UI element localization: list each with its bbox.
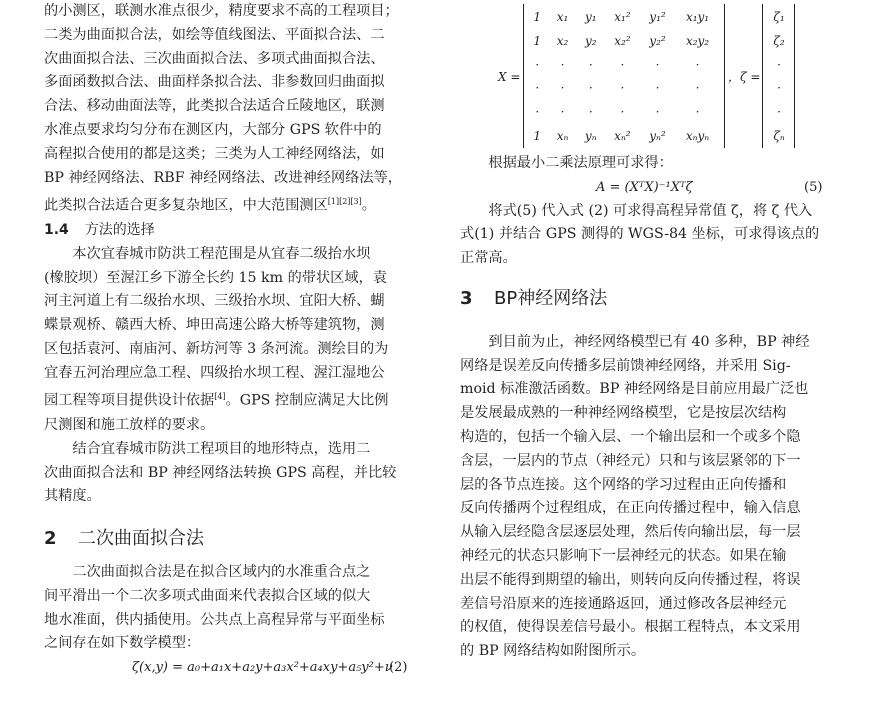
vector-row: [766, 125, 792, 149]
matrix-cell: x₂y₂: [685, 33, 710, 48]
section-heading: [460, 287, 840, 311]
text-line: 之间存在如下数学模型：: [44, 635, 201, 652]
matrix-cell: ·: [560, 57, 565, 72]
intro-paragraph: [44, 0, 424, 219]
text-line: 根据最小二乘法原理可求得：: [488, 155, 673, 171]
matrix-cell: y₂²: [649, 33, 666, 48]
matrix-cell: 1: [533, 10, 542, 24]
text-line: (橡胶坝）至渥江乡下游全长约 15 km 的带状区域，袁: [44, 269, 387, 286]
paragraph-scope: [44, 243, 424, 267]
matrix-cell: x₂: [556, 33, 569, 48]
text-line: 的权值，使得误差信号最小。根据工程特点，本文采用: [460, 619, 801, 636]
text-line: 到目前为止，神经网络模型已有 40 多种，BP 神经: [488, 333, 810, 350]
formula-5: [460, 176, 840, 200]
text-line: 含层，一层内的节点（神经元）只和与该层紧邻的下一: [460, 452, 801, 469]
matrix-cell: ·: [655, 81, 660, 96]
text-line: 多面函数拟合法、曲面样条拟合法、非参数回归曲面拟: [44, 74, 385, 91]
text-fragment: 园工程等项目提供设计依据: [44, 393, 215, 410]
text-line: 出层不能得到期望的输出，则转向反向传播过程，将误: [460, 571, 801, 588]
matrix-x-label: X =: [498, 70, 521, 84]
matrix-cell: ·: [588, 105, 593, 120]
matrix-cell: yₙ²: [649, 128, 666, 143]
paragraph-scope-cont: [44, 267, 424, 438]
text-line: 正常高。: [460, 250, 517, 267]
left-column: [44, 0, 424, 680]
matrix-cell: ·: [655, 57, 660, 72]
text-line: BP 神经网络法、RBF 神经网络法、改进神经网络法等，: [44, 169, 402, 186]
text-line: 二次曲面拟合法是在拟合区域内的水准重合点之: [72, 564, 371, 580]
formula-2: [44, 656, 424, 680]
vector-cell: ·: [777, 105, 781, 120]
citation-ref: [4]: [214, 392, 226, 402]
matrix-cell: ·: [535, 81, 540, 96]
text-line: 神经元的状态只影响下一层神经元的状态。如果在输: [460, 547, 787, 564]
text-line: 本次宜春城市防洪工程范围是从宜春二级抬水坝: [72, 245, 371, 262]
text-line: 区包括袁河、南庙河、新坊河等 3 条河流。测绘目的为: [44, 340, 389, 357]
text-line: 尺测图和施工放样的要求。: [44, 417, 215, 434]
equation-number: (5): [804, 179, 823, 195]
matrix-cell: ·: [695, 57, 700, 72]
matrix-cell: ·: [655, 105, 660, 120]
equation-number: (2): [389, 660, 408, 676]
text-line: 河主河道上有二级抬水坝、三级抬水坝、宜阳大桥、蝴: [44, 293, 385, 310]
vector-row: [766, 77, 792, 101]
matrix-cell: x₂²: [614, 33, 631, 48]
matrix-cell: ·: [695, 105, 700, 120]
text-line: 将式(5) 代入式 (2) 可求得高程异常值 ζ，将 ζ 代入: [488, 202, 813, 219]
text-line: 其精度。: [44, 488, 101, 505]
text-line: 高程拟合使用的都是这类；三类为人工神经网络法，如: [44, 145, 385, 162]
section-title: 二次曲面拟合法: [78, 528, 204, 550]
text-line: 的 BP 网络结构如附图所示。: [460, 643, 646, 660]
text-line: 式(1) 并结合 GPS 测得的 WGS-84 坐标，可求得该点的: [460, 226, 820, 243]
section-number: 2: [44, 528, 57, 550]
matrix-row: [526, 54, 720, 78]
matrix-cell: x₁y₁: [685, 10, 710, 24]
text-line: 合法、移动曲面法等，此类拟合法适合丘陵地区，联测: [44, 98, 385, 115]
matrix-cell: xₙyₙ: [685, 128, 710, 143]
matrix-cell: yₙ: [584, 128, 597, 143]
lsq-text: [460, 152, 840, 176]
vector-row: [766, 30, 792, 54]
paragraph-quadric-cont: [44, 585, 424, 656]
text-line: 地水准面，供内插使用。公共点上高程异常与平面坐标: [44, 611, 385, 628]
paragraph-bp-cont: [460, 355, 840, 664]
matrix-cell: ·: [535, 105, 540, 120]
section-heading: [44, 527, 424, 551]
matrix-row: [526, 6, 720, 30]
matrix-cell: ·: [560, 81, 565, 96]
text-fragment: 此类拟合法适合更多复杂地区，中大范围测区: [44, 198, 328, 215]
text-line: 的小测区，联测水准点很少，精度要求不高的工程项目；: [44, 3, 399, 19]
text-fragment: 。GPS 控制应满足大比例: [225, 393, 389, 410]
text-line: 构造的，包括一个输入层、一个输出层和一个或多个隐: [460, 428, 801, 445]
matrix-cell: ·: [560, 105, 565, 120]
vector-cell: ·: [777, 81, 781, 96]
matrix-cell: y₁²: [649, 10, 666, 24]
text-line: [44, 190, 424, 219]
right-column: [460, 0, 840, 664]
matrix-cell: ·: [620, 57, 625, 72]
matrix-cell: y₂: [584, 33, 597, 48]
vector-left-bracket: [762, 4, 763, 148]
text-line: 差信号沿原来的连接通路返回，通过修改各层神经元: [460, 595, 787, 612]
matrix-right-bracket: [724, 4, 725, 148]
matrix-x: [526, 6, 720, 149]
text-line: 层的各节点连接。这个网络的学习过程由正向传播和: [460, 476, 787, 493]
paragraph-method-choice-cont: [44, 462, 424, 510]
paragraph-substitute: [460, 200, 840, 224]
subsection-number: 1.4: [44, 221, 69, 238]
zeta-label: ，ζ =: [728, 70, 761, 84]
matrix-cell: x₁²: [614, 10, 631, 24]
vector-row: [766, 6, 792, 30]
matrix-cell: x₁: [556, 10, 569, 24]
matrix-row: [526, 125, 720, 149]
text-line: moid 标准激活函数。BP 神经网络是目前应用最广泛也: [460, 381, 809, 398]
subsection-title: 方法的选择: [84, 221, 155, 238]
vector-right-bracket: [794, 4, 795, 148]
matrix-cell: 1: [533, 33, 542, 48]
matrix-cell: ·: [588, 57, 593, 72]
paragraph-bp: [460, 331, 840, 355]
citation-ref: [1][2][3]: [327, 197, 362, 207]
text-line: 反向传播两个过程组成，在正向传播过程中，输入信息: [460, 500, 801, 517]
matrix-cell: ·: [620, 105, 625, 120]
text-line: 是发展最成熟的一种神经网络模型，它是按层次结构: [460, 405, 787, 422]
vector-row: [766, 101, 792, 125]
matrix-cell: ·: [535, 57, 540, 72]
matrix-cell: xₙ²: [614, 128, 631, 143]
paragraph-substitute-cont: [460, 223, 840, 271]
vector-cell: ζₙ: [773, 128, 785, 143]
text-line: 次曲面拟合法、三次曲面拟合法、多项式曲面拟合法、: [44, 50, 385, 67]
formula-expression: ζ(x,y) = a₀+a₁x+a₂y+a₃x²+a₄xy+a₅y²+ν: [132, 660, 393, 676]
vector-row: [766, 54, 792, 78]
text-line: 宜春五河治理应急工程、四级抬水坝工程、渥江湿地公: [44, 364, 385, 381]
matrix-row: [526, 77, 720, 101]
text-line: [44, 385, 424, 414]
text-line: 二类为曲面拟合法，如绘等值线图法、平面拟合法、二: [44, 26, 385, 43]
matrix-block: [460, 0, 840, 152]
text-fragment: 。: [361, 198, 376, 215]
vector-cell: ζ₂: [773, 33, 785, 48]
vector-cell: ·: [777, 57, 781, 72]
matrix-row: [526, 30, 720, 54]
matrix-cell: y₁: [584, 10, 597, 24]
paragraph-method-choice: [44, 438, 424, 462]
matrix-cell: xₙ: [556, 128, 569, 143]
matrix-cell: ·: [620, 81, 625, 96]
text-line: 间平滑出一个二次多项式曲面来代表拟合区域的似大: [44, 587, 371, 604]
zeta-vector: [766, 6, 792, 149]
matrix-cell: ·: [588, 81, 593, 96]
section-title: BP神经网络法: [494, 287, 608, 309]
vector-cell: ζ₁: [773, 10, 785, 24]
text-line: 蝶景观桥、赣西大桥、坤田高速公路大桥等建筑物，测: [44, 317, 385, 334]
text-line: 次曲面拟合法和 BP 神经网络法转换 GPS 高程，并比较: [44, 464, 397, 481]
text-line: 水准点要求均匀分布在测区内，大部分 GPS 软件中的: [44, 121, 382, 138]
text-line: 从输入层经隐含层逐层处理，然后传向输出层，每一层: [460, 524, 801, 541]
section-number: 3: [460, 287, 473, 309]
paragraph-quadric: [44, 561, 424, 585]
matrix-cell: 1: [533, 128, 542, 143]
formula-expression: A = (XᵀX)⁻¹Xᵀζ: [596, 179, 693, 195]
matrix-cell: ·: [695, 81, 700, 96]
text-line: 网络是误差反向传播多层前馈神经网络，并采用 Sig-: [460, 357, 791, 374]
text-line: 结合宜春城市防洪工程项目的地形特点，选用二: [72, 440, 371, 457]
matrix-left-bracket: [523, 4, 524, 148]
subsection-heading: [44, 219, 424, 243]
matrix-row: [526, 101, 720, 125]
